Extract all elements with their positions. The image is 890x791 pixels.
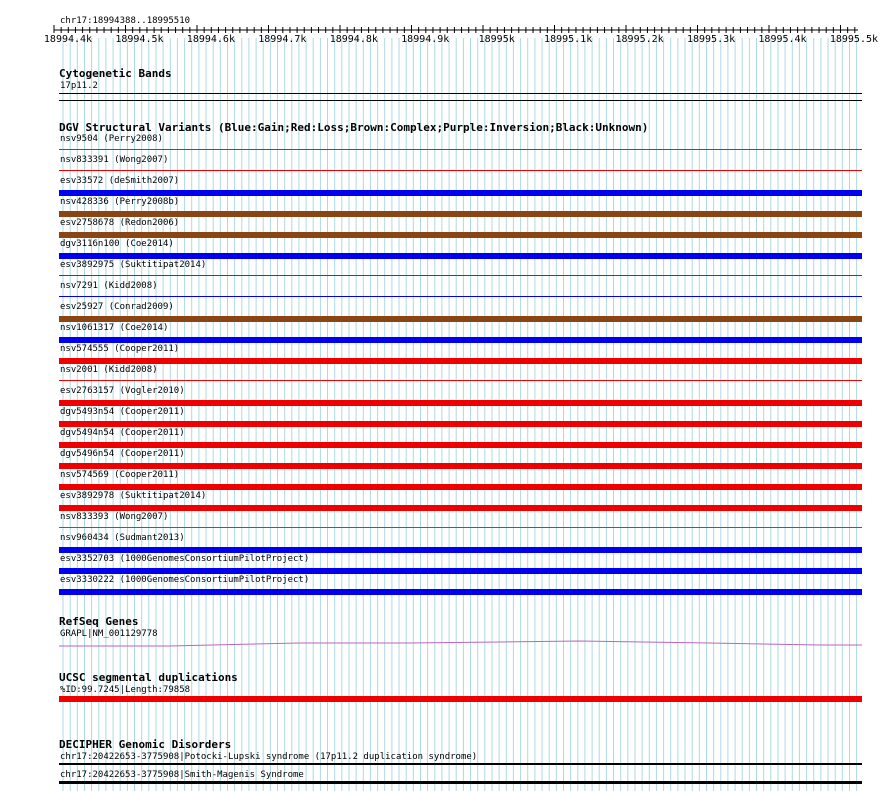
ruler-tick-label: 18995.4k <box>758 34 807 45</box>
ruler-tick-label: 18994.4k <box>43 34 93 45</box>
dgv-variant-bar[interactable] <box>59 358 862 364</box>
dgv-variant-label[interactable]: esv3330222 (1000GenomesConsortiumPilotProject) <box>60 575 310 585</box>
cyto-track-divider <box>59 100 862 101</box>
dgv-variant-label[interactable]: nsv833391 (Wong2007) <box>60 155 169 165</box>
ruler-tick-label: 18994.9k <box>401 34 450 45</box>
segdup-label[interactable]: %ID:99.7245|Length:79858 <box>60 685 191 695</box>
ruler-tick-label: 18994.8k <box>329 34 378 45</box>
decipher-bar[interactable] <box>59 781 862 784</box>
dgv-variant-bar[interactable] <box>59 547 862 553</box>
dgv-variant-label[interactable]: nsv833393 (Wong2007) <box>60 512 169 522</box>
dgv-variant-bar[interactable] <box>59 253 862 259</box>
dgv-variant-bar[interactable] <box>59 442 862 448</box>
dgv-variant-label[interactable]: esv2763157 (Vogler2010) <box>60 386 185 396</box>
dgv-variant-label[interactable]: nsv428336 (Perry2008b) <box>60 197 180 207</box>
dgv-variant-label[interactable]: nsv1061317 (Coe2014) <box>60 323 169 333</box>
dgv-variant-bar[interactable] <box>59 400 862 406</box>
dgv-variant-label[interactable]: esv33572 (deSmith2007) <box>60 176 180 186</box>
dgv-variant-bar[interactable] <box>59 190 862 196</box>
ruler-axis <box>50 24 870 36</box>
ruler-tick-label: 18995.1k <box>544 34 593 45</box>
ruler-tick-label: 18994.7k <box>258 34 307 45</box>
decipher-bar[interactable] <box>59 763 862 765</box>
dgv-variant-label[interactable]: esv3352703 (1000GenomesConsortiumPilotProject) <box>60 554 310 564</box>
dgv-variant-bar[interactable] <box>59 589 862 595</box>
dgv-variant-label[interactable]: nsv574555 (Cooper2011) <box>60 344 180 354</box>
dgv-variant-bar[interactable] <box>59 211 862 217</box>
dgv-variant-label[interactable]: dgv3116n100 (Coe2014) <box>60 239 174 249</box>
decipher-item-label[interactable]: chr17:20422653-3775908|Smith-Magenis Syndrome <box>60 770 304 780</box>
dgv-variant-bar[interactable] <box>59 316 862 322</box>
dgv-variant-bar[interactable] <box>59 170 862 171</box>
cyto-track-title: Cytogenetic Bands <box>59 67 172 80</box>
dgv-variant-bar[interactable] <box>59 527 862 528</box>
dgv-variant-bar[interactable] <box>59 296 862 297</box>
region-label: chr17:18994388..18995510 <box>60 16 191 26</box>
cyto-band-label: 17p11.2 <box>60 81 98 91</box>
dgv-variant-bar[interactable] <box>59 484 862 490</box>
dgv-variant-bar[interactable] <box>59 337 862 343</box>
dgv-variant-label[interactable]: esv3892975 (Suktitipat2014) <box>60 260 207 270</box>
cyto-band-line <box>59 93 862 94</box>
dgv-variant-label[interactable]: nsv960434 (Sudmant2013) <box>60 533 185 543</box>
dgv-variant-bar[interactable] <box>59 149 862 150</box>
dgv-variant-label[interactable]: nsv574569 (Cooper2011) <box>60 470 180 480</box>
dgv-variant-bar[interactable] <box>59 275 862 276</box>
ruler-tick-label: 18995.5k <box>829 34 879 45</box>
ruler-tick-label: 18994.6k <box>186 34 235 45</box>
gene-model[interactable] <box>59 638 862 648</box>
dgv-variant-label[interactable]: dgv5496n54 (Cooper2011) <box>60 449 185 459</box>
dgv-variant-label[interactable]: nsv2001 (Kidd2008) <box>60 365 158 375</box>
dgv-variant-label[interactable]: esv25927 (Conrad2009) <box>60 302 174 312</box>
gene-label[interactable]: GRAPL|NM_001129778 <box>60 629 158 639</box>
dgv-variant-label[interactable]: dgv5493n54 (Cooper2011) <box>60 407 185 417</box>
dgv-variant-label[interactable]: dgv5494n54 (Cooper2011) <box>60 428 185 438</box>
dgv-variant-bar[interactable] <box>59 421 862 427</box>
ruler-tick-label: 18995.3k <box>686 34 736 45</box>
dgv-variant-bar[interactable] <box>59 380 862 381</box>
dgv-variant-label[interactable]: esv3892978 (Suktitipat2014) <box>60 491 207 501</box>
ruler-tick-label: 18995k <box>478 34 515 45</box>
dgv-variant-label[interactable]: nsv9504 (Perry2008) <box>60 134 163 144</box>
dgv-variant-bar[interactable] <box>59 232 862 238</box>
dgv-variant-label[interactable]: esv2758678 (Redon2006) <box>60 218 180 228</box>
decipher-item-label[interactable]: chr17:20422653-3775908|Potocki-Lupski syndrome (17p11.2 duplication syndrome) <box>60 752 478 762</box>
dgv-variant-bar[interactable] <box>59 568 862 574</box>
dgv-variant-bar[interactable] <box>59 463 862 469</box>
decipher-track-title: DECIPHER Genomic Disorders <box>59 738 232 751</box>
ruler-tick-label: 18994.5k <box>115 34 164 45</box>
dgv-variant-label[interactable]: nsv7291 (Kidd2008) <box>60 281 158 291</box>
dgv-variant-bar[interactable] <box>59 505 862 511</box>
dgv-track-title: DGV Structural Variants (Blue:Gain;Red:Loss;Brown:Complex;Purple:Inversion;Black:Unknown) <box>59 121 649 134</box>
refseq-track-title: RefSeq Genes <box>59 615 139 628</box>
segdup-bar[interactable] <box>59 696 862 702</box>
ruler-tick-label: 18995.2k <box>615 34 664 45</box>
segdup-track-title: UCSC segmental duplications <box>59 671 238 684</box>
